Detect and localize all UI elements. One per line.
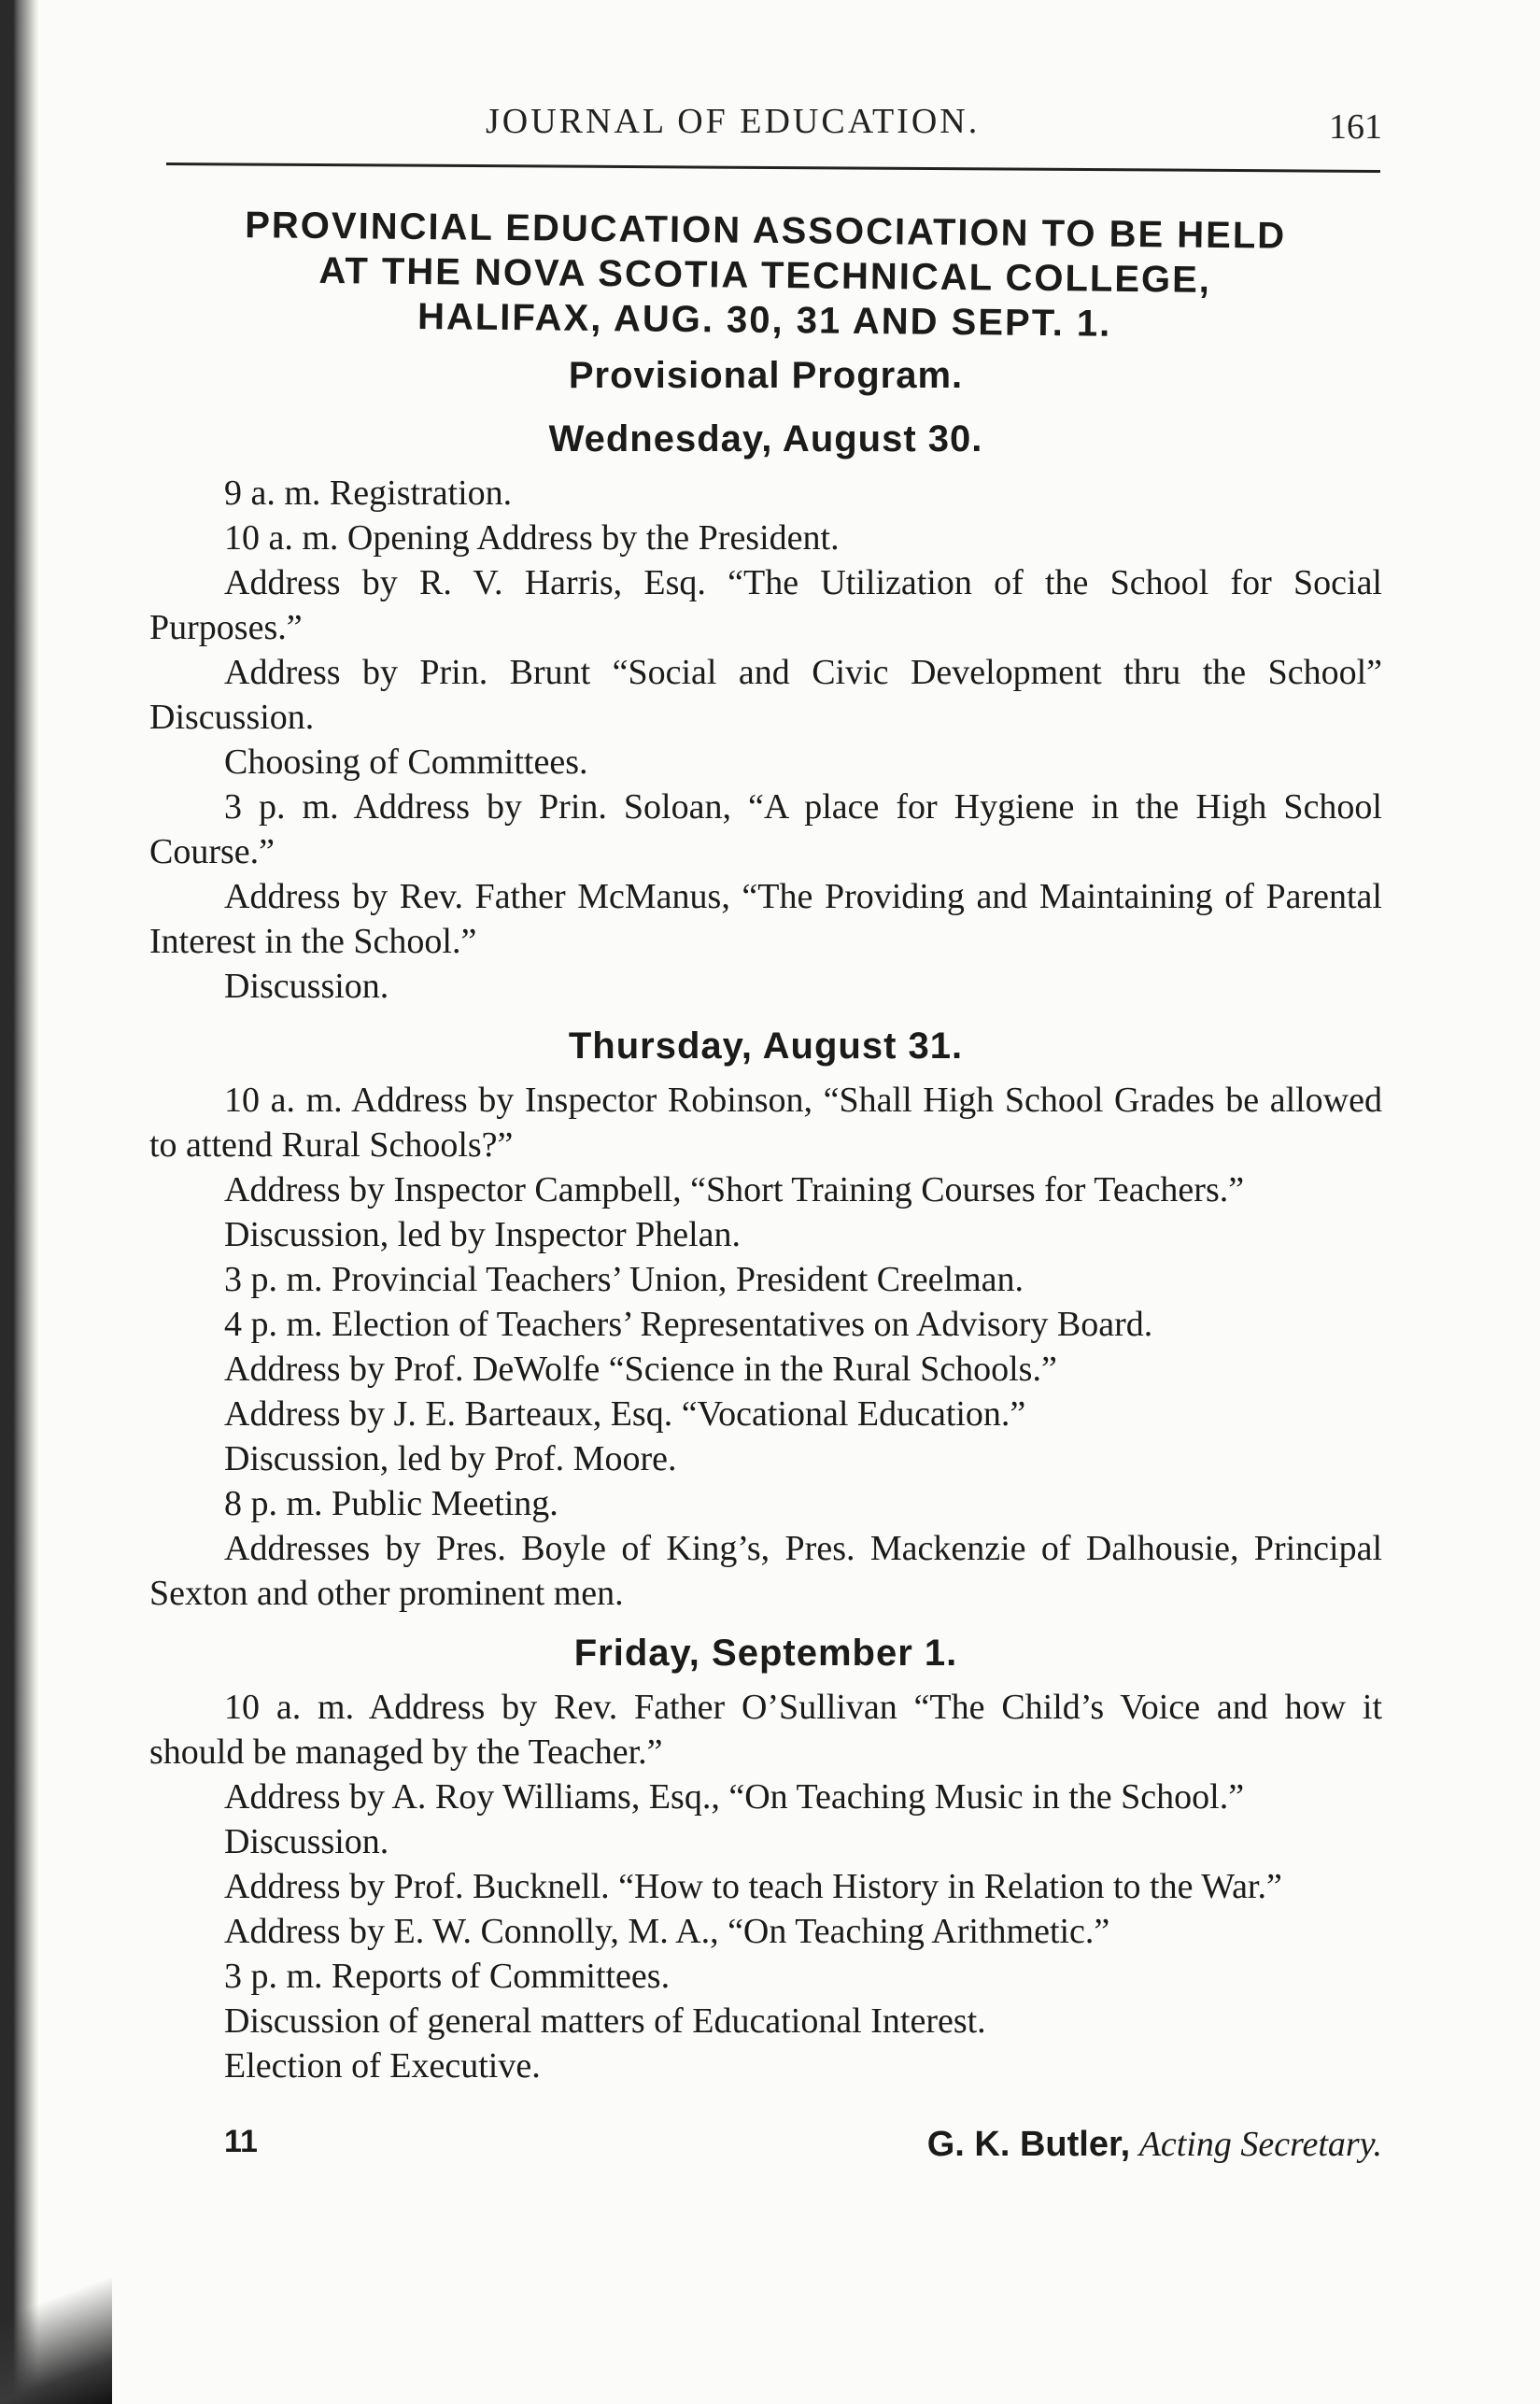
schedule-entry: 8 p. m. Public Meeting. (224, 1484, 558, 1523)
schedule-entry: Address by Inspector Campbell, “Short Training Courses for Teachers.” (224, 1170, 1245, 1209)
schedule-entry: Discussion. (224, 967, 389, 1006)
schedule-entry: 4 p. m. Election of Teachers’ Representatives on Advisory Board. (224, 1305, 1153, 1344)
page-header (149, 93, 1382, 159)
schedule-entry: Addresses by Pres. Boyle of King’s, Pres. Mackenzie of Dalhousie, Principal Sexton and other prominent men. (149, 1529, 1382, 1613)
day-schedule (149, 1685, 1382, 2088)
schedule-entry: Discussion, led by Inspector Phelan. (224, 1215, 742, 1254)
day-heading: Friday, September 1. (573, 1633, 958, 1674)
schedule-entry: Address by J. E. Barteaux, Esq. “Vocational Education.” (224, 1394, 1026, 1434)
day-heading: Wednesday, August 30. (548, 418, 983, 460)
title-line: AT THE NOVA SCOTIA TECHNICAL COLLEGE, (318, 249, 1212, 301)
schedule-entry: Election of Executive. (224, 2046, 541, 2086)
schedule-entry: Discussion. (224, 1822, 389, 1861)
signature-role: Acting Secretary. (1138, 2125, 1382, 2164)
signature-mark: 11 (224, 2124, 258, 2159)
schedule-entry: Address by Rev. Father McManus, “The Providing and Maintaining of Parental Interest in the School.” (149, 877, 1382, 961)
day-block-thursday (149, 1020, 1382, 1616)
schedule-entry: Address by A. Roy Williams, Esq., “On Teaching Music in the School.” (224, 1777, 1245, 1817)
page-number: 161 (1329, 107, 1382, 147)
page-edge-shadow (0, 0, 39, 2404)
schedule-entry: Address by E. W. Connolly, M. A., “On Teaching Arithmetic.” (224, 1912, 1110, 1951)
schedule-entry: Discussion, led by Prof. Moore. (224, 1439, 677, 1478)
running-title: JOURNAL OF EDUCATION. (486, 102, 981, 141)
schedule-entry: Address by Prof. Bucknell. “How to teach History in Relation to the War.” (224, 1867, 1282, 1906)
schedule-entry: Address by Prin. Brunt “Social and Civic Development thru the School” Discussion. (149, 653, 1382, 737)
signature-name: G. K. Butler, (926, 2125, 1131, 2164)
journal-page (149, 93, 1382, 2354)
page-corner-shadow (0, 2161, 112, 2404)
title-line: PROVINCIAL EDUCATION ASSOCIATION TO BE HELD (245, 205, 1287, 257)
day-schedule (149, 471, 1382, 1009)
day-schedule (149, 1078, 1382, 1616)
title-line: HALIFAX, AUG. 30, 31 AND SEPT. 1. (417, 296, 1112, 345)
schedule-entry: 10 a. m. Address by Inspector Robinson, “Shall High School Grades be allowed to attend Rural Schools?” (149, 1081, 1382, 1165)
page-footer (149, 2124, 1382, 2176)
schedule-entry: 3 p. m. Address by Prin. Soloan, “A place for Hygiene in the High School Course.” (149, 787, 1382, 871)
signature (927, 2124, 1382, 2165)
schedule-entry: Address by Prof. DeWolfe “Science in the Rural Schools.” (224, 1350, 1057, 1389)
schedule-entry: 3 p. m. Reports of Committees. (224, 1957, 671, 1996)
schedule-entry: 10 a. m. Address by Rev. Father O’Sullivan “The Child’s Voice and how it should be managed by the Teacher.” (149, 1688, 1382, 1772)
schedule-entry: Discussion of general matters of Educational Interest. (224, 2001, 986, 2041)
schedule-entry: Address by R. V. Harris, Esq. “The Utilization of the School for Social Purposes.” (149, 563, 1382, 647)
schedule-entry: 3 p. m. Provincial Teachers’ Union, President Creelman. (224, 1260, 1024, 1299)
article-title (148, 202, 1381, 349)
day-block-wednesday (149, 413, 1382, 1009)
header-rule (166, 163, 1380, 173)
day-block-friday (149, 1627, 1382, 2088)
schedule-entry: 10 a. m. Opening Address by the President. (224, 518, 840, 558)
schedule-entry: 9 a. m. Registration. (224, 474, 513, 513)
program-heading: Provisional Program. (568, 355, 964, 396)
day-heading: Thursday, August 31. (568, 1025, 964, 1067)
schedule-entry: Choosing of Committees. (224, 742, 588, 782)
